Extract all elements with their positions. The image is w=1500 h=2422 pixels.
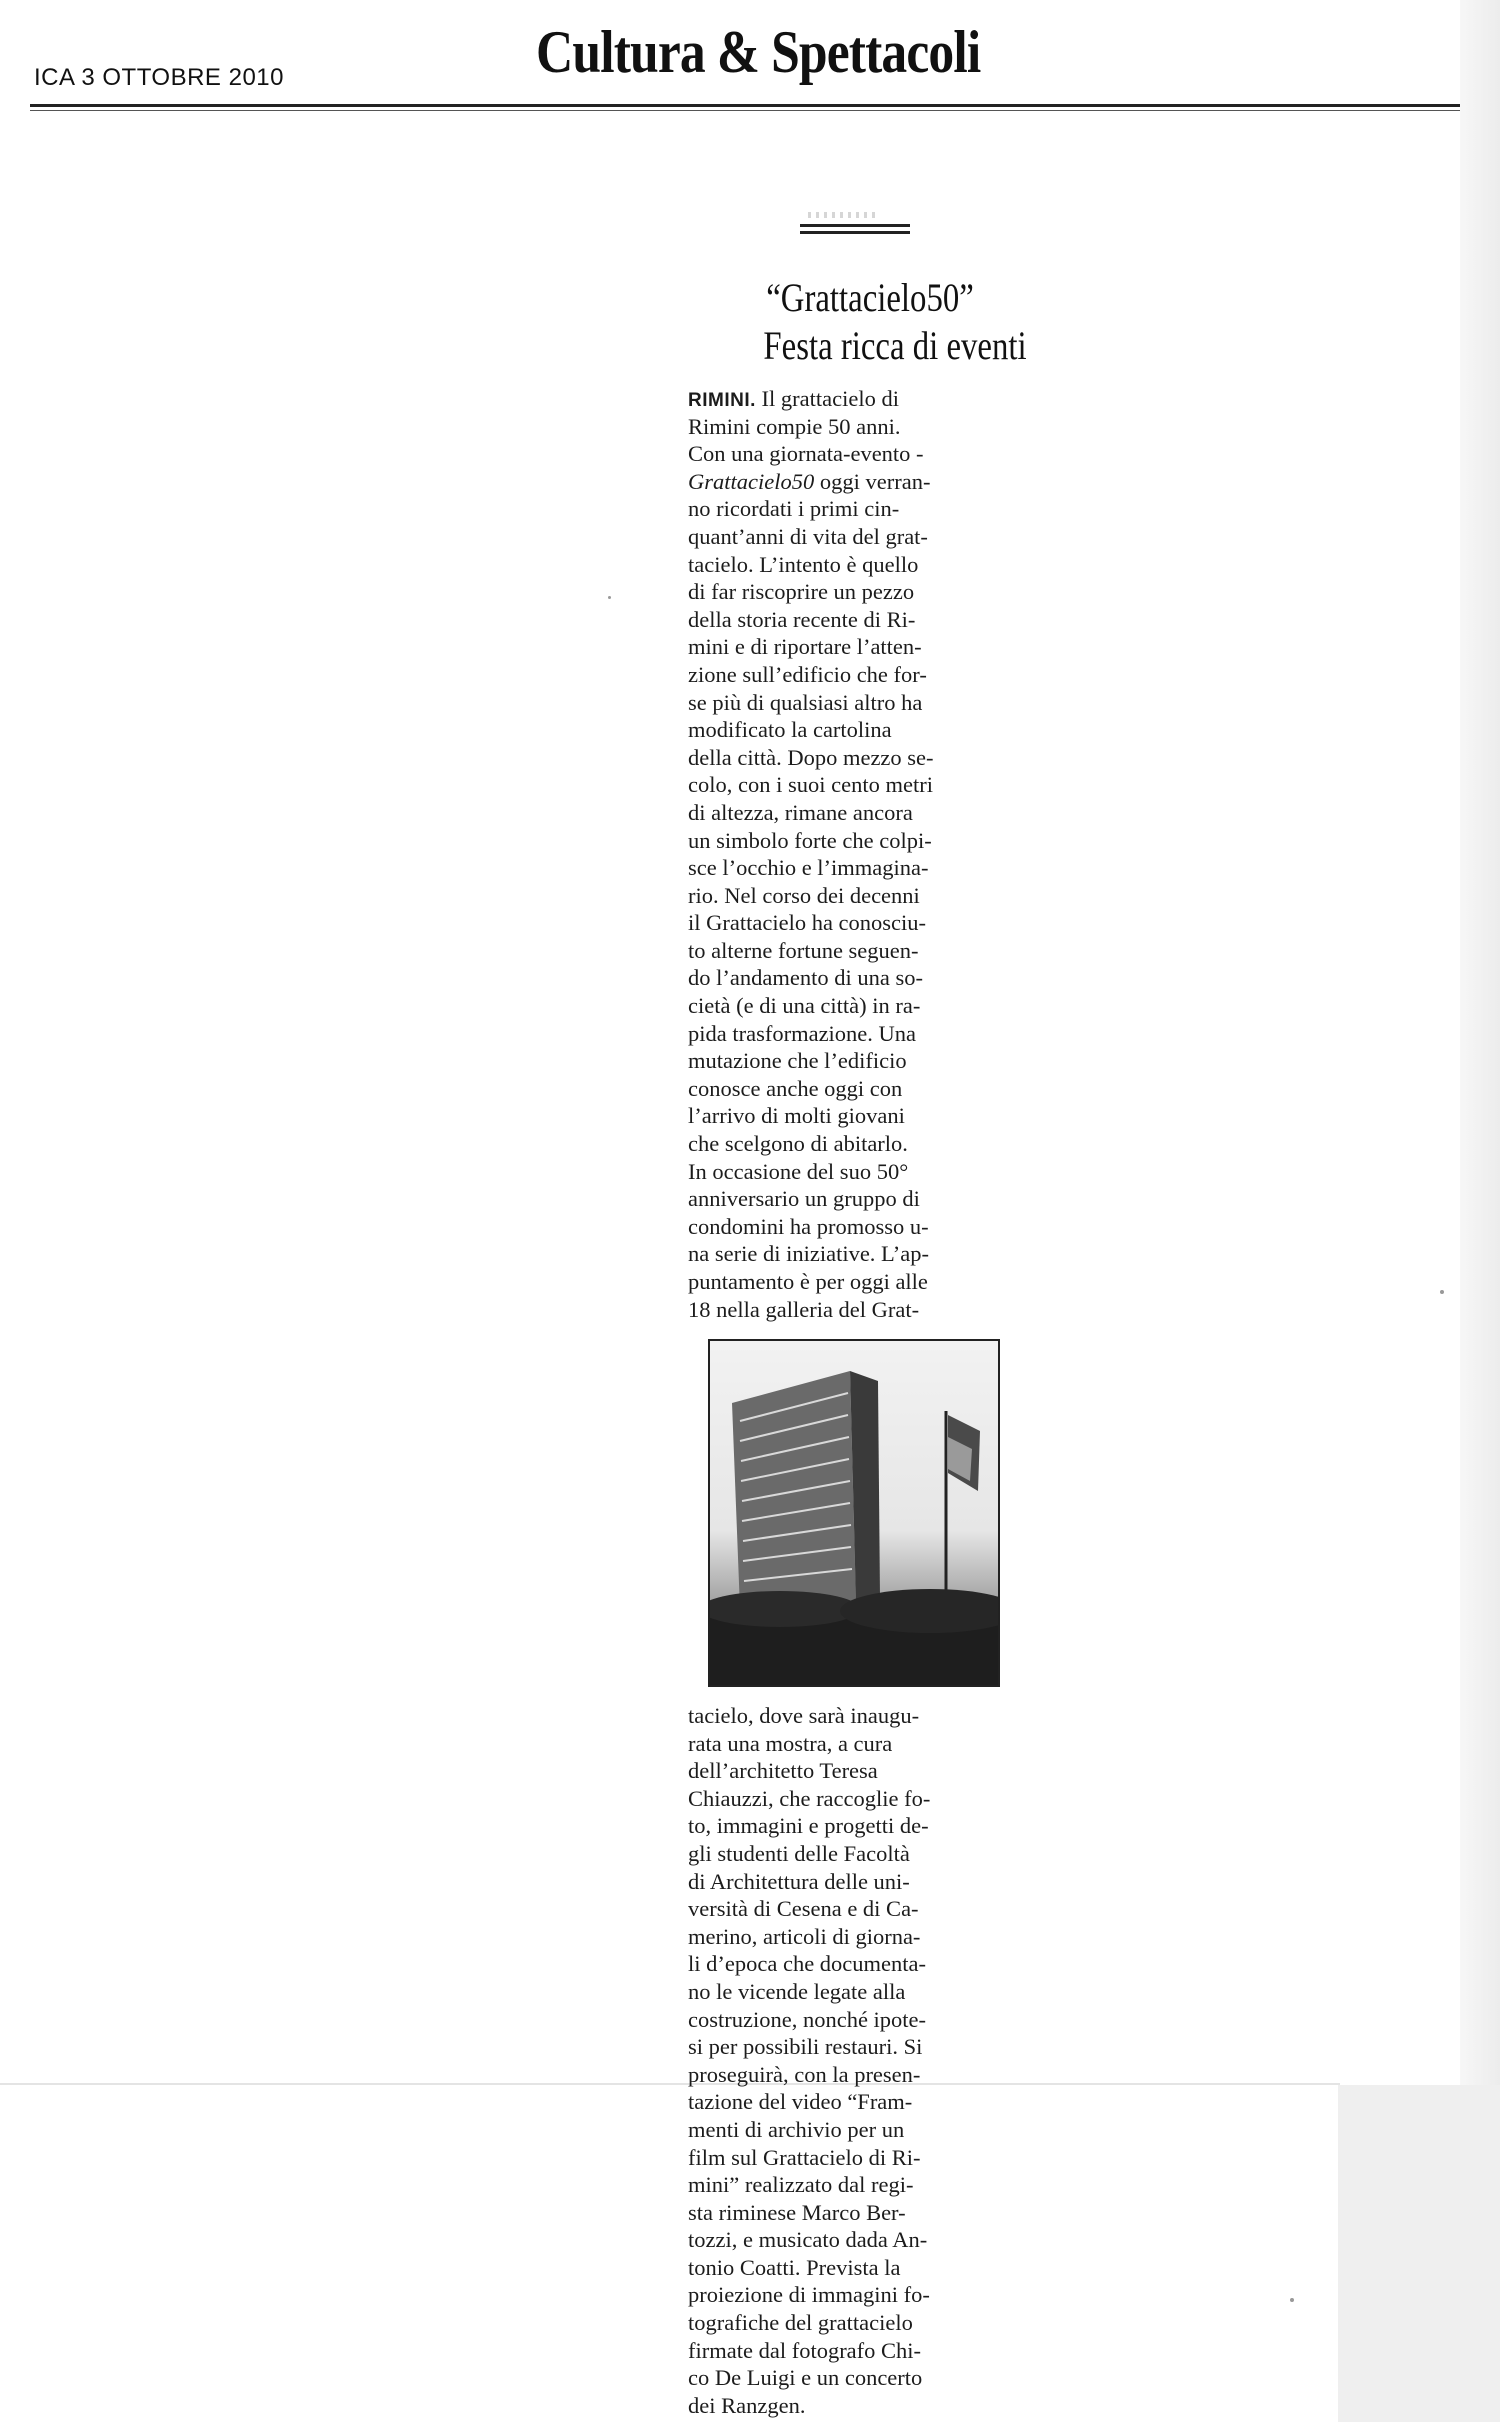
body-top-line: della città. Dopo mezzo se- <box>688 744 934 770</box>
body-top-line: Grattacielo50 oggi verran- <box>688 468 931 494</box>
article-body-bottom <box>688 1702 998 2419</box>
body-bottom-line: di Architettura delle uni- <box>688 1868 910 1894</box>
body-top-line: che scelgono di abitarlo. <box>688 1131 908 1157</box>
body-top-line: Rimini compie 50 anni. <box>688 413 901 439</box>
body-bottom-line: firmate dal fotografo Chi- <box>688 2337 922 2363</box>
body-top-line: rio. Nel corso dei decenni <box>688 882 920 908</box>
body-bottom-line: proiezione di immagini fo- <box>688 2282 930 2308</box>
body-top-line: colo, con i suoi cento metri <box>688 772 933 798</box>
body-bottom-line: si per possibili restauri. Si <box>688 2034 923 2060</box>
body-bottom-line: rata una mostra, a cura <box>688 1730 893 1756</box>
headline-line-1: “Grattacielo50” <box>766 275 974 320</box>
body-bottom-line: sta riminese Marco Ber- <box>688 2199 906 2225</box>
body-top-line: di far riscoprire un pezzo <box>688 579 915 605</box>
body-top-line: di altezza, rimane ancora <box>688 799 913 825</box>
body-bottom-line: no le vicende legate alla <box>688 1978 906 2004</box>
body-top-line: della storia recente di Ri- <box>688 606 916 632</box>
body-top-line: to alterne fortune seguen- <box>688 937 919 963</box>
body-top-line: 18 nella galleria del Grat- <box>688 1296 920 1322</box>
body-bottom-line: li d’epoca che documenta- <box>688 1951 927 1977</box>
header-date: ICA 3 OTTOBRE 2010 <box>34 64 284 91</box>
body-bottom-line: tazione del video “Fram- <box>688 2089 913 2115</box>
kicker-double-rule <box>800 224 910 234</box>
scan-fold-line <box>0 2083 1340 2085</box>
body-top-line: sce l’occhio e l’immagina- <box>688 855 929 881</box>
body-bottom-line: mini” realizzato dal regi- <box>688 2172 914 2198</box>
skyscraper-image <box>710 1341 998 1685</box>
paper-edge-shadow <box>1460 0 1500 2422</box>
body-top-line: modificato la cartolina <box>688 717 892 743</box>
body-bottom-line: gli studenti delle Facoltà <box>688 1840 910 1866</box>
body-bottom-line: tozzi, e musicato dada An- <box>688 2227 928 2253</box>
body-top-line: condomini ha promosso u- <box>688 1213 929 1239</box>
article-body-top <box>688 385 998 1323</box>
body-bottom-line: to, immagini e progetti de- <box>688 1813 929 1839</box>
body-bottom-line: co De Luigi e un concerto <box>688 2365 923 2391</box>
body-bottom-line: Chiauzzi, che raccoglie fo- <box>688 1785 931 1811</box>
section-title: Cultura & Spettacoli <box>536 19 981 85</box>
body-top-line: conosce anche oggi con <box>688 1075 903 1101</box>
body-top-line: In occasione del suo 50° <box>688 1158 909 1184</box>
body-top-line: anniversario un gruppo di <box>688 1186 920 1212</box>
kicker-smudge <box>808 212 878 218</box>
scan-background-corner <box>1338 2085 1500 2422</box>
scan-speck <box>1290 2298 1294 2302</box>
body-top-line: quant’anni di vita del grat- <box>688 523 928 549</box>
body-top-line: il Grattacielo ha conosciu- <box>688 910 927 936</box>
body-bottom-line: tacielo, dove sarà inaugu- <box>688 1703 920 1728</box>
body-bottom-line: tografiche del grattacielo <box>688 2310 913 2336</box>
body-top-line: l’arrivo di molti giovani <box>688 1103 905 1129</box>
body-top-line: do l’andamento di una so- <box>688 965 923 991</box>
body-top-line: cietà (e di una città) in ra- <box>688 993 921 1019</box>
body-top-line: se più di qualsiasi altro ha <box>688 689 923 715</box>
body-bottom-line: proseguirà, con la presen- <box>688 2061 921 2087</box>
headline-line-2: Festa ricca di eventi <box>763 323 1027 368</box>
body-bottom-line: merino, articoli di giorna- <box>688 1923 921 1949</box>
dateline: RIMINI. <box>688 390 756 411</box>
body-bottom-line: dell’architetto Teresa <box>688 1758 878 1784</box>
body-bottom-line: film sul Grattacielo di Ri- <box>688 2144 921 2170</box>
scan-speck <box>1440 1290 1444 1294</box>
body-top-line: na serie di iniziative. L’ap- <box>688 1241 929 1267</box>
body-top-line: tacielo. L’intento è quello <box>688 551 919 577</box>
body-top-line: mutazione che l’edificio <box>688 1048 907 1074</box>
article-headline <box>763 274 1027 370</box>
body-bottom-line: costruzione, nonché ipote- <box>688 2006 927 2032</box>
grattacielo-photo <box>708 1339 1000 1687</box>
header-rule-thin <box>30 110 1460 111</box>
body-bottom-line: tonio Coatti. Prevista la <box>688 2254 901 2280</box>
body-top-line: pida trasformazione. Una <box>688 1020 917 1046</box>
body-top-line: Con una giornata-evento - <box>688 441 924 467</box>
header-rule <box>30 104 1460 107</box>
body-bottom-line: versità di Cesena e di Ca- <box>688 1896 919 1922</box>
body-top-line: mini e di riportare l’atten- <box>688 634 922 660</box>
body-top-line: RIMINI. Il grattacielo di <box>688 386 899 411</box>
body-top-line: no ricordati i primi cin- <box>688 496 900 522</box>
body-top-line: un simbolo forte che colpi- <box>688 827 932 853</box>
body-bottom-line: menti di archivio per un <box>688 2116 905 2142</box>
body-top-line: puntamento è per oggi alle <box>688 1269 928 1294</box>
body-bottom-line: dei Ranzgen. <box>688 2392 806 2418</box>
scan-speck <box>608 596 611 599</box>
body-top-line: zione sull’edificio che for- <box>688 661 927 687</box>
